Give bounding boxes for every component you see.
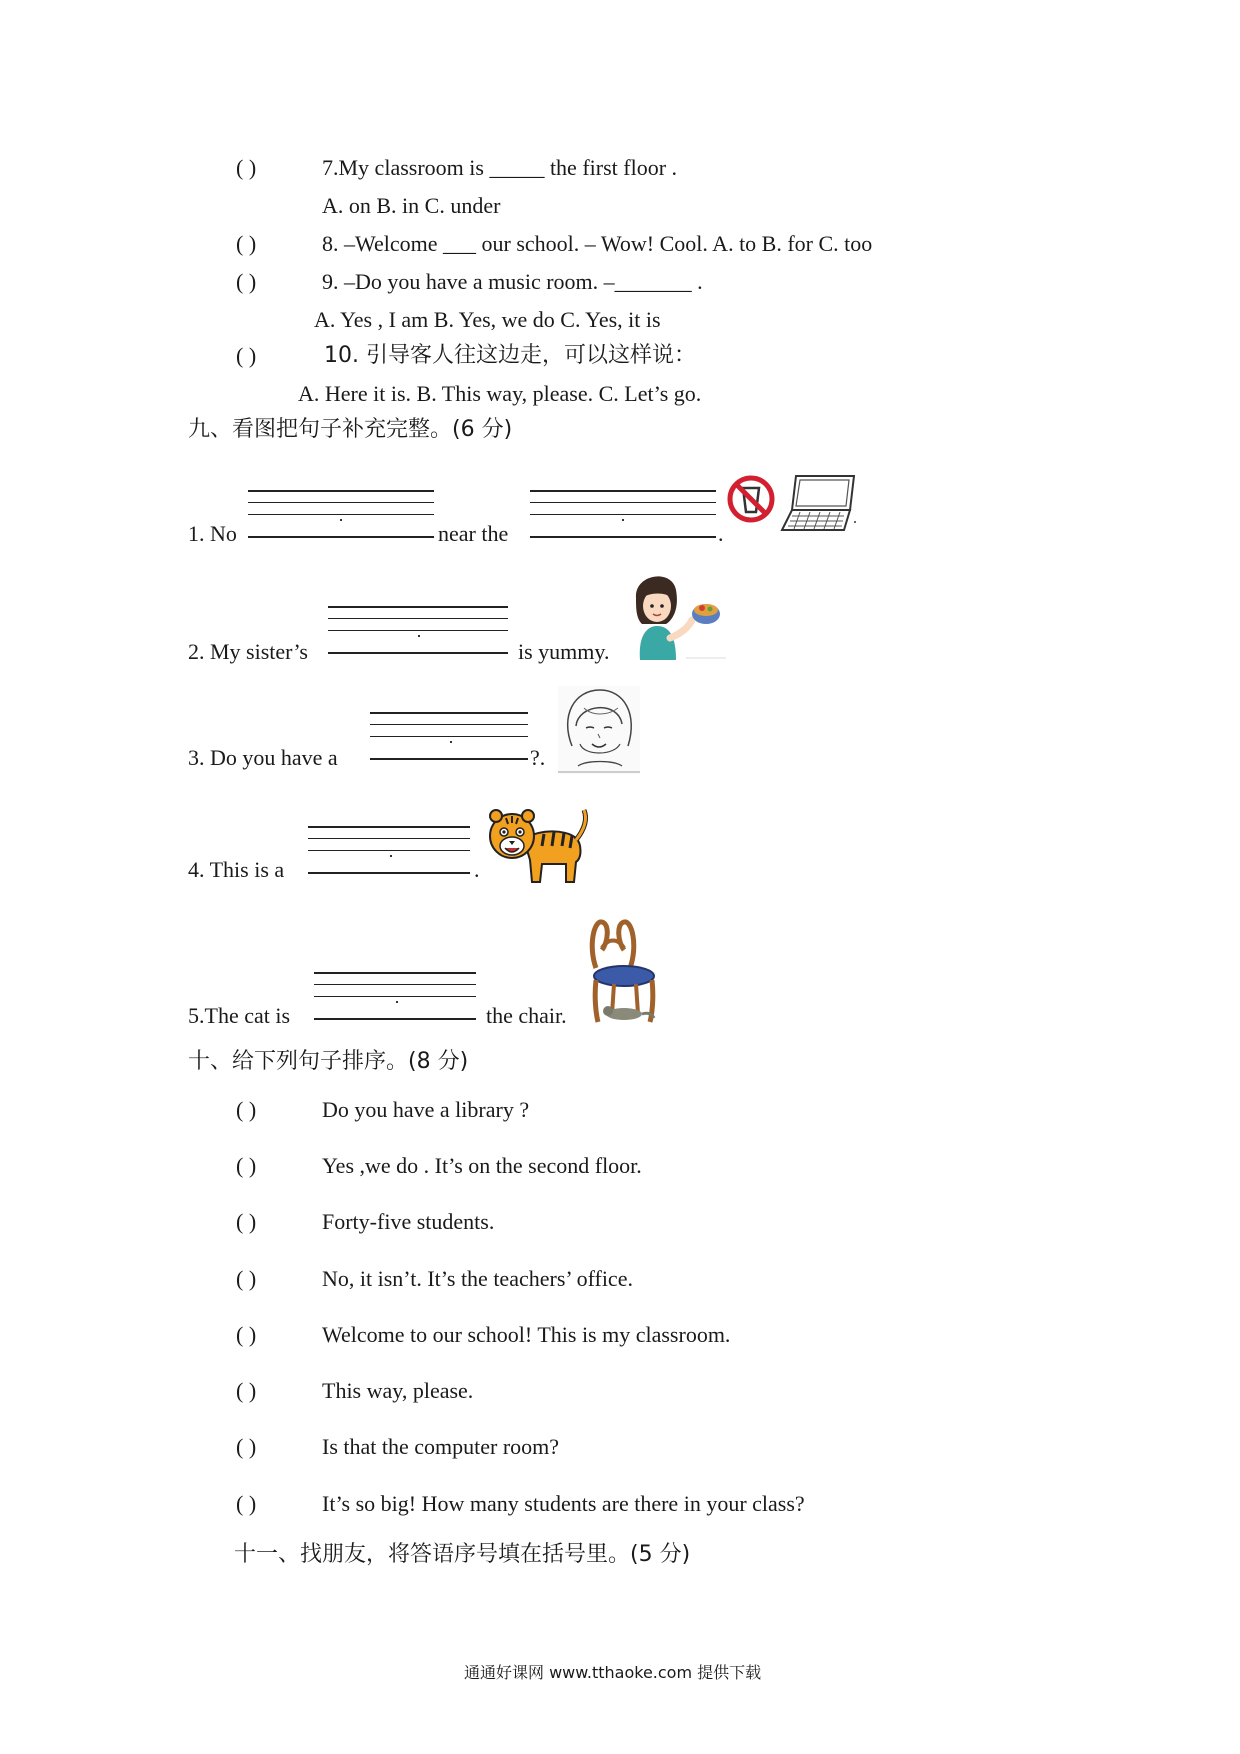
q7-options: A. on B. in C. under: [322, 193, 501, 218]
girl-with-bowl-icon: [626, 568, 726, 660]
section10-title: 十、给下列句子排序。(8 分): [188, 1049, 469, 1074]
laptop-icon: [780, 472, 858, 536]
s9-item3-blank[interactable]: [370, 712, 528, 762]
s9-item1-post: .: [718, 521, 724, 546]
aunt-face-icon: [558, 686, 640, 774]
s9-item2-pre: 2. My sister’s: [188, 639, 308, 664]
q9-paren[interactable]: ( ): [236, 269, 257, 294]
s10-row2-paren[interactable]: ( ): [236, 1153, 257, 1178]
q10-options: A. Here it is. B. This way, please. C. Let’s go.: [298, 381, 702, 406]
s10-row3-paren[interactable]: ( ): [236, 1209, 257, 1234]
q9-options: A. Yes , I am B. Yes, we do C. Yes, it is: [314, 307, 661, 332]
section11-title: 十一、找朋友，将答语序号填在括号里。(5 分): [234, 1542, 691, 1567]
s10-row4-paren[interactable]: ( ): [236, 1266, 257, 1291]
s10-row2-text: Yes ,we do . It’s on the second floor.: [322, 1153, 642, 1178]
q8-stem: 8. –Welcome ___ our school. – Wow! Cool. A. to B. for C. too: [322, 231, 873, 256]
q8-paren[interactable]: ( ): [236, 231, 257, 256]
s9-item4-pre: 4. This is a: [188, 857, 285, 882]
s9-item5-pre: 5.The cat is: [188, 1003, 291, 1028]
s9-item2-post: is yummy.: [518, 639, 610, 664]
no-drinking-icon: [726, 474, 776, 524]
s10-row1-paren[interactable]: ( ): [236, 1097, 257, 1122]
s10-row7-text: Is that the computer room?: [322, 1434, 560, 1459]
s10-row6-text: This way, please.: [322, 1378, 474, 1403]
s9-item5-post: the chair.: [486, 1003, 567, 1028]
s9-item3-pre: 3. Do you have a: [188, 745, 338, 770]
q7-stem: 7.My classroom is _____ the first floor .: [322, 155, 678, 180]
q10-paren[interactable]: ( ): [236, 343, 257, 368]
tiger-icon: [484, 800, 590, 886]
s10-row4-text: No, it isn’t. It’s the teachers’ office.: [322, 1266, 633, 1291]
s10-row1-text: Do you have a library ?: [322, 1097, 530, 1122]
s10-row5-text: Welcome to our school! This is my classroom.: [322, 1322, 731, 1347]
s9-item1-mid: near the: [438, 521, 509, 546]
s9-item5-blank[interactable]: [314, 972, 476, 1022]
s10-row6-paren[interactable]: ( ): [236, 1378, 257, 1403]
s10-row8-paren[interactable]: ( ): [236, 1491, 257, 1516]
s10-row8-text: It’s so big! How many students are there in your class?: [322, 1491, 805, 1516]
section9-title: 九、看图把句子补充完整。(6 分): [188, 417, 513, 442]
chair-with-cat-icon: [586, 918, 662, 1026]
q10-stem: 10. 引导客人往这边走，可以这样说：: [324, 343, 696, 368]
s10-row7-paren[interactable]: ( ): [236, 1434, 257, 1459]
s9-item4-post: .: [474, 857, 480, 882]
s9-item1-pre: 1. No: [188, 521, 237, 546]
q7-paren[interactable]: ( ): [236, 155, 257, 180]
s9-item4-blank[interactable]: [308, 826, 470, 876]
s10-row5-paren[interactable]: ( ): [236, 1322, 257, 1347]
s9-item3-post: ?.: [530, 745, 546, 770]
s9-item1-blank2[interactable]: [530, 490, 716, 540]
page-footer: 通通好课网 www.tthaoke.com 提供下载: [464, 1663, 762, 1682]
s9-item1-blank1[interactable]: [248, 490, 434, 540]
q9-stem: 9. –Do you have a music room. –_______ .: [322, 269, 703, 294]
s10-row3-text: Forty-five students.: [322, 1209, 495, 1234]
s9-item2-blank[interactable]: [328, 606, 508, 656]
